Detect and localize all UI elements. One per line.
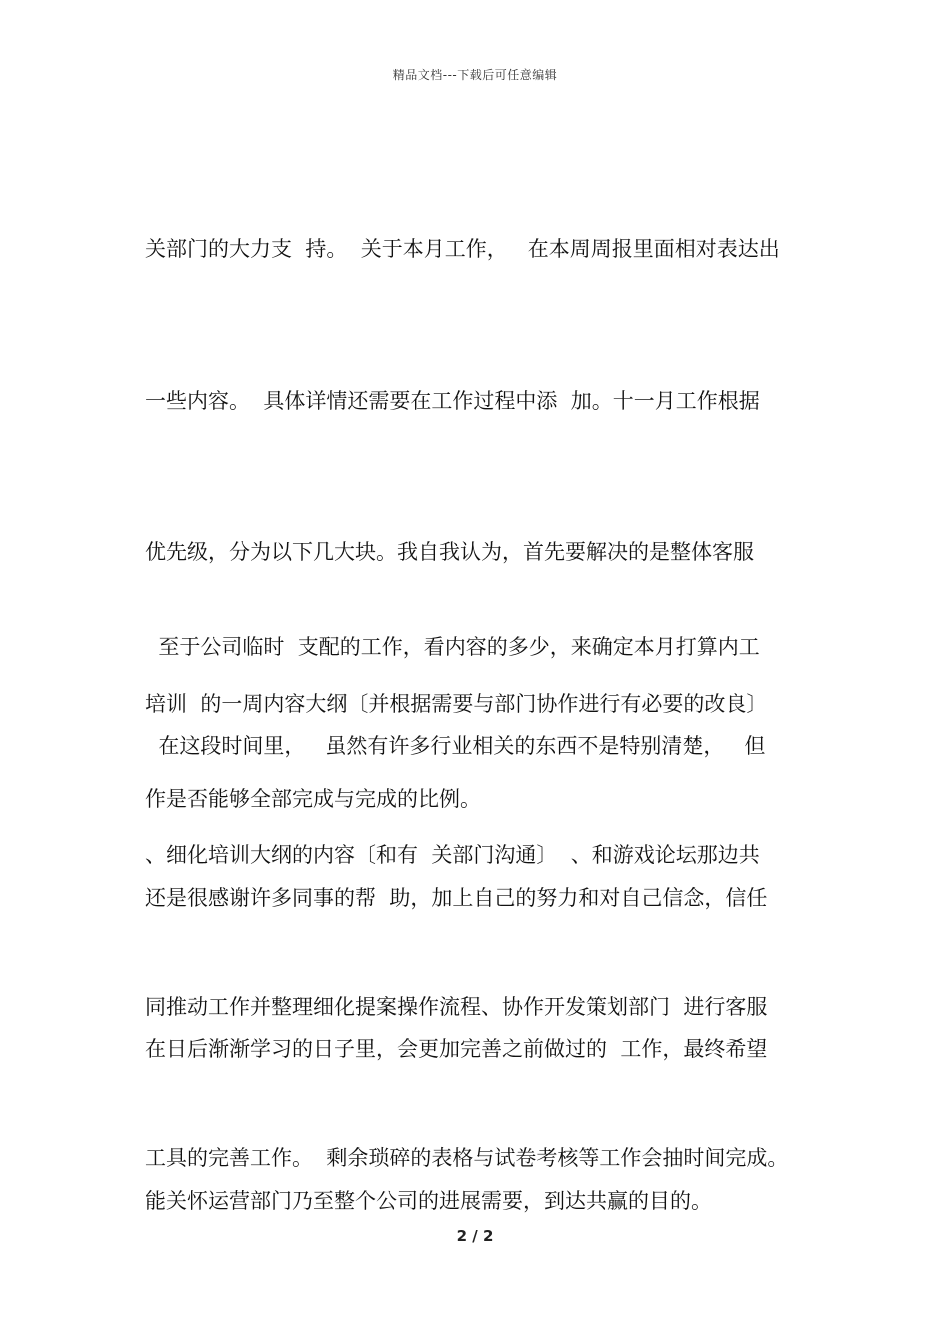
text-line: 在这段时间里， 虽然有许多行业相关的东西不是特别清楚， 但 (145, 734, 766, 758)
text-line: 至于公司临时 支配的工作，看内容的多少，来确定本月打算内工 (145, 635, 760, 659)
text-line: 能关怀运营部门乃至整个公司的进展需要，到达共赢的目的。 (145, 1188, 712, 1213)
text-line: 优先级，分为以下几大块。我自我认为，首先要解决的是整体客服 (145, 540, 754, 564)
text-line: 作是否能够全部完成与完成的比例。 (145, 786, 481, 811)
text-line: 同推动工作并整理细化提案操作流程、协作开发策划部门 进行客服 (145, 994, 768, 1019)
page-header: 精品文档---下载后可任意编辑 (392, 68, 558, 82)
text-line: 还是很感谢许多同事的帮 助，加上自己的努力和对自己信念，信任 (145, 885, 768, 910)
text-line: 在日后渐渐学习的日子里，会更加完善之前做过的 工作，最终希望 (145, 1037, 768, 1061)
page-number: 2 / 2 (456, 1227, 494, 1245)
text-line: 关部门的大力支 持。 关于本月工作， 在本周周报里面相对表达出 (145, 237, 780, 261)
paragraph-closing (145, 620, 825, 1277)
text-line: 、细化培训大纲的内容〔和有 关部门沟通〕 、和游戏论坛那边共 (145, 843, 760, 867)
text-line: 一些内容。 具体详情还需要在工作过程中添 加。十一月工作根据 (145, 388, 760, 413)
text-line: 工具的完善工作。 剩余琐碎的表格与试卷考核等工作会抽时间完成。 (145, 1146, 789, 1170)
text-line: 培训 的一周内容大纲〔并根据需要与部门协作进行有必要的改良〕 (145, 691, 768, 716)
